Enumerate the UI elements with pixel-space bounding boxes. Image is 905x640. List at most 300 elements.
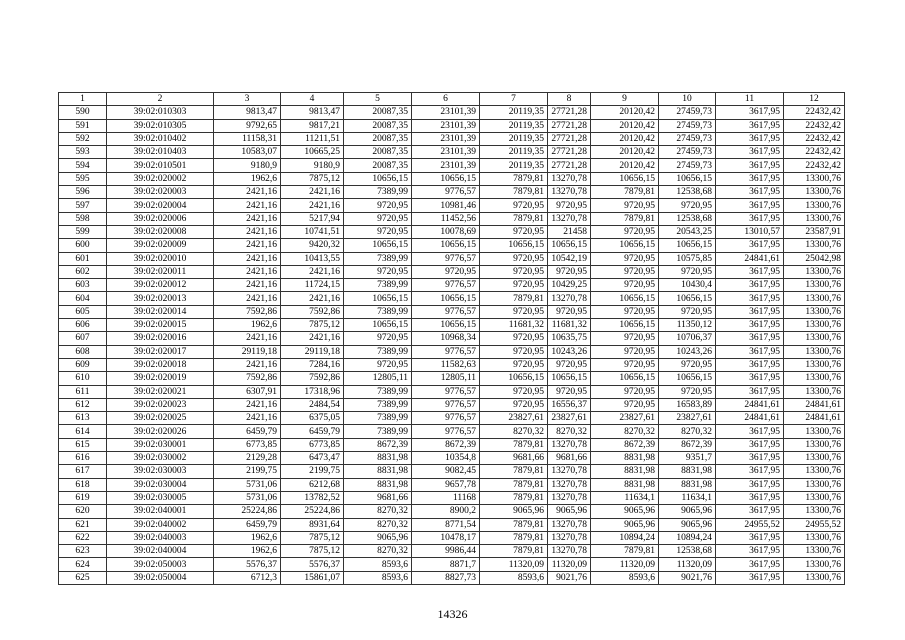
table-cell: 8270,32 xyxy=(344,545,412,558)
table-cell: 13300,76 xyxy=(784,491,845,504)
table-cell: 20119,35 xyxy=(480,146,548,159)
table-cell: 9065,96 xyxy=(659,505,716,518)
table-cell: 23101,39 xyxy=(412,106,480,119)
table-cell: 622 xyxy=(59,531,107,544)
table-cell: 9776,57 xyxy=(412,279,480,292)
table-cell: 8831,98 xyxy=(344,452,412,465)
table-cell: 13300,76 xyxy=(784,438,845,451)
table-cell: 10665,25 xyxy=(281,146,344,159)
table-cell: 22432,42 xyxy=(784,146,845,159)
table-row xyxy=(59,425,845,438)
table-cell: 13270,78 xyxy=(548,491,591,504)
table-row xyxy=(59,518,845,531)
table-cell: 24955,52 xyxy=(784,518,845,531)
table-cell: 10741,51 xyxy=(281,225,344,238)
table-cell: 599 xyxy=(59,225,107,238)
table-cell: 13270,78 xyxy=(548,212,591,225)
table-row xyxy=(59,239,845,252)
table-cell: 602 xyxy=(59,265,107,278)
table-cell: 9065,96 xyxy=(480,505,548,518)
table-cell: 6712,3 xyxy=(214,571,281,584)
table-cell: 9180,9 xyxy=(281,159,344,172)
table-cell: 9720,95 xyxy=(480,199,548,212)
table-cell: 9720,95 xyxy=(344,332,412,345)
table-cell: 2421,16 xyxy=(281,186,344,199)
table-cell: 12805,11 xyxy=(344,372,412,385)
table-cell: 10894,24 xyxy=(659,531,716,544)
table-row xyxy=(59,172,845,185)
table-cell: 9720,95 xyxy=(344,199,412,212)
table-cell: 8771,54 xyxy=(412,518,480,531)
header-cell: 10 xyxy=(659,93,716,106)
table-cell: 13300,76 xyxy=(784,172,845,185)
table-cell: 10656,15 xyxy=(591,372,659,385)
table-cell: 8270,32 xyxy=(344,518,412,531)
table-cell: 9180,9 xyxy=(214,159,281,172)
table-cell: 612 xyxy=(59,398,107,411)
table-cell: 3617,95 xyxy=(716,345,784,358)
table-cell: 9776,57 xyxy=(412,186,480,199)
table-cell: 7875,12 xyxy=(281,531,344,544)
table-cell: 7875,12 xyxy=(281,545,344,558)
table-cell: 598 xyxy=(59,212,107,225)
table-header-row xyxy=(59,93,845,106)
table-cell: 13300,76 xyxy=(784,292,845,305)
table-cell: 11168 xyxy=(412,491,480,504)
table-cell: 9065,96 xyxy=(344,531,412,544)
table-cell: 7389,99 xyxy=(344,425,412,438)
table-cell: 13270,78 xyxy=(548,438,591,451)
table-row xyxy=(59,265,845,278)
table-cell: 20119,35 xyxy=(480,119,548,132)
table-cell: 27721,28 xyxy=(548,146,591,159)
table-cell: 20120,42 xyxy=(591,119,659,132)
table-cell: 10542,19 xyxy=(548,252,591,265)
table-cell: 8270,32 xyxy=(591,425,659,438)
table-cell: 7389,99 xyxy=(344,398,412,411)
table-cell: 13782,52 xyxy=(281,491,344,504)
table-cell: 11320,09 xyxy=(480,558,548,571)
table-cell: 8672,39 xyxy=(591,438,659,451)
table-cell: 2421,16 xyxy=(214,332,281,345)
table-cell: 10078,69 xyxy=(412,225,480,238)
table-cell: 9720,95 xyxy=(548,358,591,371)
table-cell: 2421,16 xyxy=(214,252,281,265)
table-cell: 2421,16 xyxy=(214,279,281,292)
table-cell: 39:02:020023 xyxy=(107,398,214,411)
table-cell: 13300,76 xyxy=(784,239,845,252)
table-cell: 10656,15 xyxy=(344,319,412,332)
table-row xyxy=(59,159,845,172)
table-cell: 13270,78 xyxy=(548,465,591,478)
table-cell: 9720,95 xyxy=(480,305,548,318)
table-cell: 9720,95 xyxy=(591,345,659,358)
table-cell: 10656,15 xyxy=(659,239,716,252)
table-cell: 39:02:020012 xyxy=(107,279,214,292)
table-cell: 3617,95 xyxy=(716,265,784,278)
table-cell: 2421,16 xyxy=(214,212,281,225)
table-cell: 614 xyxy=(59,425,107,438)
table-row xyxy=(59,385,845,398)
table-cell: 2421,16 xyxy=(214,225,281,238)
table-cell: 623 xyxy=(59,545,107,558)
table-cell: 7284,16 xyxy=(281,358,344,371)
table-cell: 13300,76 xyxy=(784,279,845,292)
table-cell: 23827,61 xyxy=(548,412,591,425)
table-cell: 9776,57 xyxy=(412,305,480,318)
table-cell: 9720,95 xyxy=(344,265,412,278)
table-cell: 9351,7 xyxy=(659,452,716,465)
table-cell: 9720,95 xyxy=(591,225,659,238)
table-cell: 27721,28 xyxy=(548,119,591,132)
table-cell: 6773,85 xyxy=(214,438,281,451)
table-cell: 20119,35 xyxy=(480,132,548,145)
table-cell: 7389,99 xyxy=(344,385,412,398)
table-cell: 3617,95 xyxy=(716,571,784,584)
table-cell: 3617,95 xyxy=(716,558,784,571)
table-cell: 7389,99 xyxy=(344,412,412,425)
table-cell: 3617,95 xyxy=(716,212,784,225)
table-cell: 13300,76 xyxy=(784,531,845,544)
table-cell: 27459,73 xyxy=(659,159,716,172)
table-cell: 9720,95 xyxy=(591,252,659,265)
table-cell: 29119,18 xyxy=(214,345,281,358)
table-cell: 1962,6 xyxy=(214,319,281,332)
table-cell: 3617,95 xyxy=(716,478,784,491)
table-cell: 3617,95 xyxy=(716,159,784,172)
table-cell: 8831,98 xyxy=(344,478,412,491)
table-cell: 7879,81 xyxy=(480,531,548,544)
table-cell: 24955,52 xyxy=(716,518,784,531)
table-cell: 10656,15 xyxy=(548,372,591,385)
table-cell: 15861,07 xyxy=(281,571,344,584)
table-cell: 8672,39 xyxy=(659,438,716,451)
table-cell: 22432,42 xyxy=(784,159,845,172)
table-cell: 10635,75 xyxy=(548,332,591,345)
table-cell: 9720,95 xyxy=(591,398,659,411)
table-cell: 7389,99 xyxy=(344,345,412,358)
table-cell: 608 xyxy=(59,345,107,358)
table-cell: 3617,95 xyxy=(716,505,784,518)
table-cell: 27459,73 xyxy=(659,132,716,145)
table-cell: 24841,61 xyxy=(716,398,784,411)
table-row xyxy=(59,438,845,451)
table-cell: 9681,66 xyxy=(344,491,412,504)
table-cell: 13270,78 xyxy=(548,518,591,531)
table-cell: 10656,15 xyxy=(412,172,480,185)
table-cell: 11320,09 xyxy=(659,558,716,571)
table-row xyxy=(59,505,845,518)
table-cell: 10656,15 xyxy=(344,172,412,185)
table-cell: 21458 xyxy=(548,225,591,238)
table-cell: 39:02:020015 xyxy=(107,319,214,332)
table-cell: 39:02:030003 xyxy=(107,465,214,478)
table-cell: 39:02:020018 xyxy=(107,358,214,371)
table-cell: 9776,57 xyxy=(412,425,480,438)
table-cell: 8831,98 xyxy=(659,478,716,491)
table-cell: 9776,57 xyxy=(412,412,480,425)
table-cell: 13300,76 xyxy=(784,385,845,398)
table-cell: 8831,98 xyxy=(591,452,659,465)
table-cell: 9681,66 xyxy=(548,452,591,465)
table-cell: 20120,42 xyxy=(591,146,659,159)
table-cell: 39:02:020010 xyxy=(107,252,214,265)
table-row xyxy=(59,319,845,332)
table-cell: 2421,16 xyxy=(214,358,281,371)
table-cell: 2421,16 xyxy=(214,199,281,212)
header-cell: 12 xyxy=(784,93,845,106)
table-cell: 9720,95 xyxy=(659,199,716,212)
table-cell: 10656,15 xyxy=(591,239,659,252)
table-cell: 7389,99 xyxy=(344,252,412,265)
table-cell: 39:02:010305 xyxy=(107,119,214,132)
table-cell: 6473,47 xyxy=(281,452,344,465)
table-row xyxy=(59,558,845,571)
table-row xyxy=(59,305,845,318)
table-cell: 606 xyxy=(59,319,107,332)
table-cell: 24841,61 xyxy=(716,412,784,425)
table-cell: 7389,99 xyxy=(344,305,412,318)
table-cell: 9720,95 xyxy=(344,358,412,371)
table-cell: 9720,95 xyxy=(480,252,548,265)
table-cell: 25224,86 xyxy=(214,505,281,518)
table-cell: 13300,76 xyxy=(784,265,845,278)
page-number: 14326 xyxy=(437,607,468,621)
table-cell: 20119,35 xyxy=(480,159,548,172)
table-cell: 8270,32 xyxy=(344,505,412,518)
table-cell: 1962,6 xyxy=(214,545,281,558)
table-cell: 600 xyxy=(59,239,107,252)
table-cell: 8270,32 xyxy=(480,425,548,438)
table-cell: 16583,89 xyxy=(659,398,716,411)
table-cell: 5731,06 xyxy=(214,491,281,504)
table-cell: 8270,32 xyxy=(548,425,591,438)
table-cell: 5576,37 xyxy=(214,558,281,571)
table-row xyxy=(59,358,845,371)
table-cell: 11634,1 xyxy=(591,491,659,504)
table-cell: 9776,57 xyxy=(412,398,480,411)
table-cell: 10354,8 xyxy=(412,452,480,465)
table-cell: 11211,51 xyxy=(281,132,344,145)
table-cell: 8672,39 xyxy=(344,438,412,451)
table-cell: 20087,35 xyxy=(344,132,412,145)
table-cell: 1962,6 xyxy=(214,172,281,185)
table-cell: 39:02:020021 xyxy=(107,385,214,398)
table-cell: 3617,95 xyxy=(716,385,784,398)
table-cell: 9021,76 xyxy=(659,571,716,584)
table-cell: 10981,46 xyxy=(412,199,480,212)
table-cell: 10243,26 xyxy=(659,345,716,358)
table-cell: 20087,35 xyxy=(344,146,412,159)
table-row xyxy=(59,571,845,584)
header-cell: 2 xyxy=(107,93,214,106)
table-cell: 7875,12 xyxy=(281,172,344,185)
table-cell: 17318,96 xyxy=(281,385,344,398)
table-cell: 13300,76 xyxy=(784,186,845,199)
table-cell: 10478,17 xyxy=(412,531,480,544)
table-cell: 10243,26 xyxy=(548,345,591,358)
table-row xyxy=(59,372,845,385)
table-cell: 9720,95 xyxy=(548,305,591,318)
table-cell: 9065,96 xyxy=(659,518,716,531)
table-cell: 2421,16 xyxy=(281,292,344,305)
table-row xyxy=(59,465,845,478)
table-row xyxy=(59,292,845,305)
table-cell: 29119,18 xyxy=(281,345,344,358)
table-row xyxy=(59,225,845,238)
table-row xyxy=(59,491,845,504)
table-cell: 9720,95 xyxy=(591,265,659,278)
table-cell: 20087,35 xyxy=(344,119,412,132)
header-cell: 9 xyxy=(591,93,659,106)
table-cell: 3617,95 xyxy=(716,358,784,371)
table-cell: 5731,06 xyxy=(214,478,281,491)
table-cell: 23101,39 xyxy=(412,132,480,145)
table-cell: 39:02:020025 xyxy=(107,412,214,425)
table-cell: 9813,47 xyxy=(214,106,281,119)
table-cell: 3617,95 xyxy=(716,319,784,332)
table-cell: 9720,95 xyxy=(659,265,716,278)
table-cell: 39:02:030001 xyxy=(107,438,214,451)
table-cell: 13300,76 xyxy=(784,452,845,465)
table-cell: 39:02:020004 xyxy=(107,199,214,212)
table-cell: 13300,76 xyxy=(784,345,845,358)
table-cell: 7879,81 xyxy=(591,212,659,225)
table-cell: 3617,95 xyxy=(716,372,784,385)
table-cell: 593 xyxy=(59,146,107,159)
table-cell: 10656,15 xyxy=(480,239,548,252)
table-cell: 6307,91 xyxy=(214,385,281,398)
table-cell: 3617,95 xyxy=(716,438,784,451)
table-row xyxy=(59,452,845,465)
table-row xyxy=(59,199,845,212)
table-cell: 39:02:040003 xyxy=(107,531,214,544)
table-cell: 9776,57 xyxy=(412,252,480,265)
table-cell: 9720,95 xyxy=(480,332,548,345)
table-cell: 594 xyxy=(59,159,107,172)
table-cell: 9986,44 xyxy=(412,545,480,558)
table-cell: 13300,76 xyxy=(784,358,845,371)
table-cell: 8270,32 xyxy=(659,425,716,438)
table-cell: 2421,16 xyxy=(281,199,344,212)
table-cell: 9065,96 xyxy=(591,505,659,518)
table-cell: 10656,15 xyxy=(412,292,480,305)
table-cell: 13300,76 xyxy=(784,319,845,332)
table-cell: 10656,15 xyxy=(659,372,716,385)
table-cell: 620 xyxy=(59,505,107,518)
table-cell: 6459,79 xyxy=(281,425,344,438)
table-cell: 3617,95 xyxy=(716,425,784,438)
table-row xyxy=(59,132,845,145)
table-cell: 9720,95 xyxy=(480,345,548,358)
table-cell: 39:02:020008 xyxy=(107,225,214,238)
header-cell: 11 xyxy=(716,93,784,106)
table-cell: 3617,95 xyxy=(716,305,784,318)
table-cell: 7879,81 xyxy=(480,212,548,225)
table-cell: 7592,86 xyxy=(281,305,344,318)
table-cell: 2421,16 xyxy=(214,186,281,199)
table-cell: 9817,21 xyxy=(281,119,344,132)
table-cell: 10656,15 xyxy=(412,239,480,252)
table-cell: 20543,25 xyxy=(659,225,716,238)
table-cell: 605 xyxy=(59,305,107,318)
table-cell: 9065,96 xyxy=(591,518,659,531)
table-cell: 39:02:020002 xyxy=(107,172,214,185)
table-cell: 27721,28 xyxy=(548,132,591,145)
table-cell: 39:02:010501 xyxy=(107,159,214,172)
table-cell: 3617,95 xyxy=(716,146,784,159)
table-cell: 11320,09 xyxy=(548,558,591,571)
data-table xyxy=(58,92,845,585)
table-cell: 23827,61 xyxy=(659,412,716,425)
table-cell: 7592,86 xyxy=(214,305,281,318)
table-cell: 10656,15 xyxy=(591,172,659,185)
table-cell: 9720,95 xyxy=(344,225,412,238)
table-cell: 8900,2 xyxy=(412,505,480,518)
table-cell: 8593,6 xyxy=(344,558,412,571)
table-cell: 7592,86 xyxy=(281,372,344,385)
table-cell: 10429,25 xyxy=(548,279,591,292)
table-row xyxy=(59,531,845,544)
table-cell: 27721,28 xyxy=(548,106,591,119)
table-cell: 2421,16 xyxy=(214,398,281,411)
table-cell: 20120,42 xyxy=(591,159,659,172)
table-cell: 8827,73 xyxy=(412,571,480,584)
table-cell: 9021,76 xyxy=(548,571,591,584)
table-cell: 12538,68 xyxy=(659,212,716,225)
table-cell: 3617,95 xyxy=(716,172,784,185)
table-cell: 8593,6 xyxy=(591,571,659,584)
table-cell: 8593,6 xyxy=(480,571,548,584)
table-cell: 7879,81 xyxy=(480,186,548,199)
table-cell: 9720,95 xyxy=(480,225,548,238)
table-cell: 22432,42 xyxy=(784,132,845,145)
table-cell: 9720,95 xyxy=(480,385,548,398)
table-cell: 2199,75 xyxy=(214,465,281,478)
table-cell: 10656,15 xyxy=(548,239,591,252)
table-cell: 9720,95 xyxy=(591,199,659,212)
table-cell: 591 xyxy=(59,119,107,132)
table-cell: 9720,95 xyxy=(591,332,659,345)
table-cell: 2421,16 xyxy=(214,265,281,278)
table-cell: 624 xyxy=(59,558,107,571)
table-cell: 9813,47 xyxy=(281,106,344,119)
table-cell: 9720,95 xyxy=(659,358,716,371)
table-cell: 13270,78 xyxy=(548,545,591,558)
table-cell: 3617,95 xyxy=(716,491,784,504)
table-cell: 10656,15 xyxy=(480,372,548,385)
table-cell: 607 xyxy=(59,332,107,345)
table-cell: 13300,76 xyxy=(784,545,845,558)
table-cell: 7879,81 xyxy=(480,478,548,491)
table-cell: 9776,57 xyxy=(412,385,480,398)
table-row xyxy=(59,106,845,119)
table-row xyxy=(59,212,845,225)
table-cell: 13300,76 xyxy=(784,571,845,584)
table-cell: 7879,81 xyxy=(591,545,659,558)
table-cell: 13270,78 xyxy=(548,172,591,185)
table-cell: 9720,95 xyxy=(412,265,480,278)
table-cell: 9420,32 xyxy=(281,239,344,252)
table-cell: 13270,78 xyxy=(548,478,591,491)
table-cell: 11681,32 xyxy=(548,319,591,332)
header-cell: 8 xyxy=(548,93,591,106)
table-cell: 10583,07 xyxy=(214,146,281,159)
table-cell: 597 xyxy=(59,199,107,212)
table-cell: 2421,16 xyxy=(214,239,281,252)
table-cell: 9720,95 xyxy=(659,385,716,398)
table-cell: 8931,64 xyxy=(281,518,344,531)
